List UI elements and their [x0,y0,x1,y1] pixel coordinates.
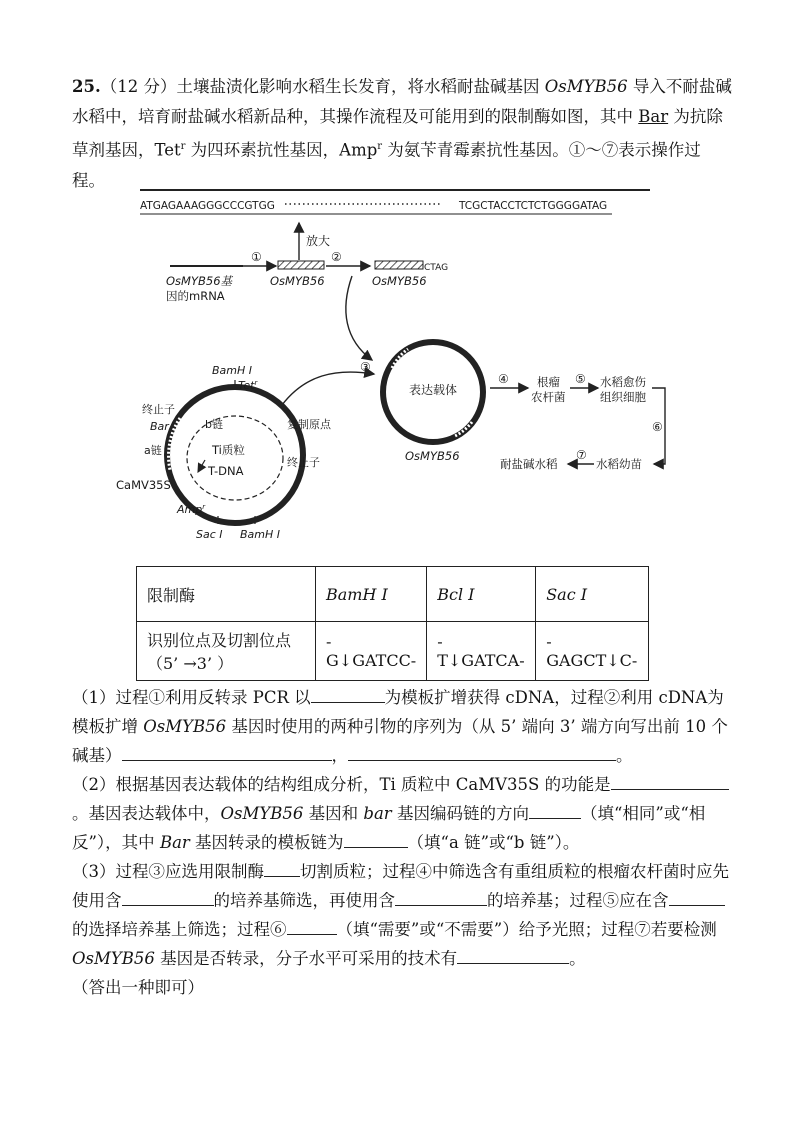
table-header-cell: Sac I [536,567,649,622]
punctuation: 。 [616,746,633,765]
camv-label: CaMV35S [116,478,171,492]
part-2-text: 基因转录的模板链为 [189,833,344,852]
mrna-label-1: OsMYB56基 [166,274,233,288]
mrna-label-2: 因的mRNA [166,289,225,303]
answer-blank[interactable] [311,684,385,703]
answer-blank[interactable] [264,858,300,877]
sequence-left: ATGAGAAAGGGCCCGTGG [140,200,275,212]
table-header-cell: 限制酶 [137,567,316,622]
expression-vector-label: 表达载体 [408,383,458,397]
bamhi-top-label: BamH I [212,364,253,377]
ori-label: 复制原点 [287,418,331,431]
part-2-text: （2）根据基因表达载体的结构组成分析，Ti 质粒中 CaMV35S 的功能是 [72,775,611,794]
sub-questions [72,683,732,1002]
bamhi-bottom-label: BamH I [240,528,281,541]
answer-blank[interactable] [457,945,569,964]
answer-blank[interactable] [529,800,581,819]
restriction-enzyme-table [136,566,649,681]
genetic-engineering-diagram [0,170,800,560]
part-3-text: （填“需要”或“不需要”）给予光照；过程⑦若要检测 [336,920,717,939]
gene-name: Bar [159,833,190,852]
gene-block [278,261,324,269]
question-score: （12 分） [100,77,177,96]
part-3-text: 的培养基；过程⑤应在含 [487,891,669,910]
gene-name: OsMYB56 [220,804,304,823]
t-dna-region [187,416,283,500]
step-3-label: ③ [360,360,371,374]
answer-blank[interactable] [344,829,408,848]
superscript-r: r [377,141,383,152]
part-1-text: 基因时使用的两种引物的序列为（从 5’ 端向 3’ 端方向写出前 10 个碱基） [72,717,728,765]
table-row-label [137,622,316,681]
part-2-text: 基因表达载体中， [88,804,221,823]
saci-label: Sac I [196,528,223,541]
magnify-label: 放大 [306,234,331,248]
table-cell: -GAGCT↓C- [536,622,649,681]
row-label-line: （5’ →3’ ） [147,654,234,673]
punctuation: ， [331,746,348,765]
answer-blank[interactable] [669,887,725,906]
step-1-label: ① [251,250,262,264]
gene-name: bar [363,804,392,823]
table-header-cell: Bcl I [427,567,536,622]
agrobacterium-label-1: 根瘤 [537,375,560,389]
step-6-label: ⑥ [652,420,663,434]
answer-blank[interactable] [122,887,214,906]
agrobacterium-label-2: 农杆菌 [531,390,566,404]
plasmid-to-vector-arrow [282,372,374,405]
step-5-label: ⑤ [575,372,586,386]
b-chain-label: b链 [205,418,223,431]
part-3-note: （答出一种即可） [72,978,204,997]
sequence-right: TCGCTACCTCTCTGGGGATAG [459,200,608,212]
part-2-text: （填“a 链”或“b 链”）。 [407,833,580,852]
ti-plasmid-label: Ti质粒 [212,443,245,457]
question-number: 25. [72,77,101,96]
part-3-text: 切割质粒；过程④中筛选含有重组质粒的根瘤农杆菌时应先使用含 [72,862,729,910]
step-4-label: ④ [498,372,509,386]
answer-blank[interactable] [348,742,616,761]
answer-blank[interactable] [611,771,729,790]
table-cell: -T↓GATCA- [427,622,536,681]
bar-label: Bar [150,420,169,433]
t-dna-arrow [198,460,205,472]
answer-blank[interactable] [122,742,332,761]
table-row [137,622,649,681]
part-3-text: 的选择培养基上筛选；过程⑥ [72,920,287,939]
question-text: 为氨苄青霉素抗性基因。①～⑦表示操作过程。 [72,140,701,190]
vector-gene-label: OsMYB56 [405,449,460,463]
gene-block-amplified [375,261,423,269]
table-row [137,567,649,622]
table-header-cell: BamH I [316,567,427,622]
callus-label-2: 组织细胞 [600,390,646,404]
gene-name: OsMYB56 [544,77,628,96]
part-2-text: 基因和 [303,804,364,823]
gene-label-1: OsMYB56 [270,274,325,288]
question-text: 为抗除草剂基因，Tet [72,107,723,160]
callus-label-1: 水稻愈伤 [600,375,646,389]
bar-gene-name: Bar [638,107,669,126]
question-text: 导入不耐盐碱水稻中，培育耐盐碱水稻新品种，其操作流程及可能用到的限制酶如图，其中 [72,77,732,126]
t-dna-label: T-DNA [208,464,244,478]
question-text: 为四环素抗性基因，Amp [185,140,378,160]
seedling-label: 水稻幼苗 [596,457,642,471]
terminator-left-label: 终止子 [142,403,175,416]
gene-name: OsMYB56 [143,717,227,736]
part-1-text: 为模板扩增获得 cDNA，过程②利用 cDNA为模板扩增 [72,688,724,736]
answer-blank[interactable] [395,887,487,906]
terminator-right-label: 终止子 [287,456,320,469]
part-3-text: 基因是否转录，分子水平可采用的技术有 [154,949,458,968]
superscript-r: r [180,141,186,152]
ctag-label: CTAG [424,263,449,273]
part-3-text: 的培养基筛选，再使用含 [213,891,395,910]
part-2-text: （填“相同”或“相反”），其中 [72,804,706,852]
part-3-text: （3）过程③应选用限制酶 [72,862,264,881]
part-1-text: （1）过程①利用反转录 PCR 以 [72,688,311,707]
step-7-label: ⑦ [576,448,587,462]
gene-label-2: OsMYB56 [372,274,427,288]
tet-label: Tet$^r$ [238,379,258,392]
row-label-line: 识别位点及切割位点 [147,631,292,650]
punctuation: 。 [72,804,89,823]
gene-name: OsMYB56 [72,949,155,968]
step-2-label: ② [331,250,342,264]
punctuation: 。 [569,949,586,968]
a-chain-label: a链 [144,444,162,457]
table-cell: -G↓GATCC- [316,622,427,681]
question-text: 土壤盐渍化影响水稻生长发育，将水稻耐盐碱基因 [176,77,545,96]
gene-to-vector-arrow [346,276,372,360]
amp-label: Amp$^r$ [177,503,206,516]
part-2-text: 基因编码链的方向 [391,804,529,823]
answer-blank[interactable] [287,916,337,935]
result-label: 耐盐碱水稻 [500,457,558,471]
